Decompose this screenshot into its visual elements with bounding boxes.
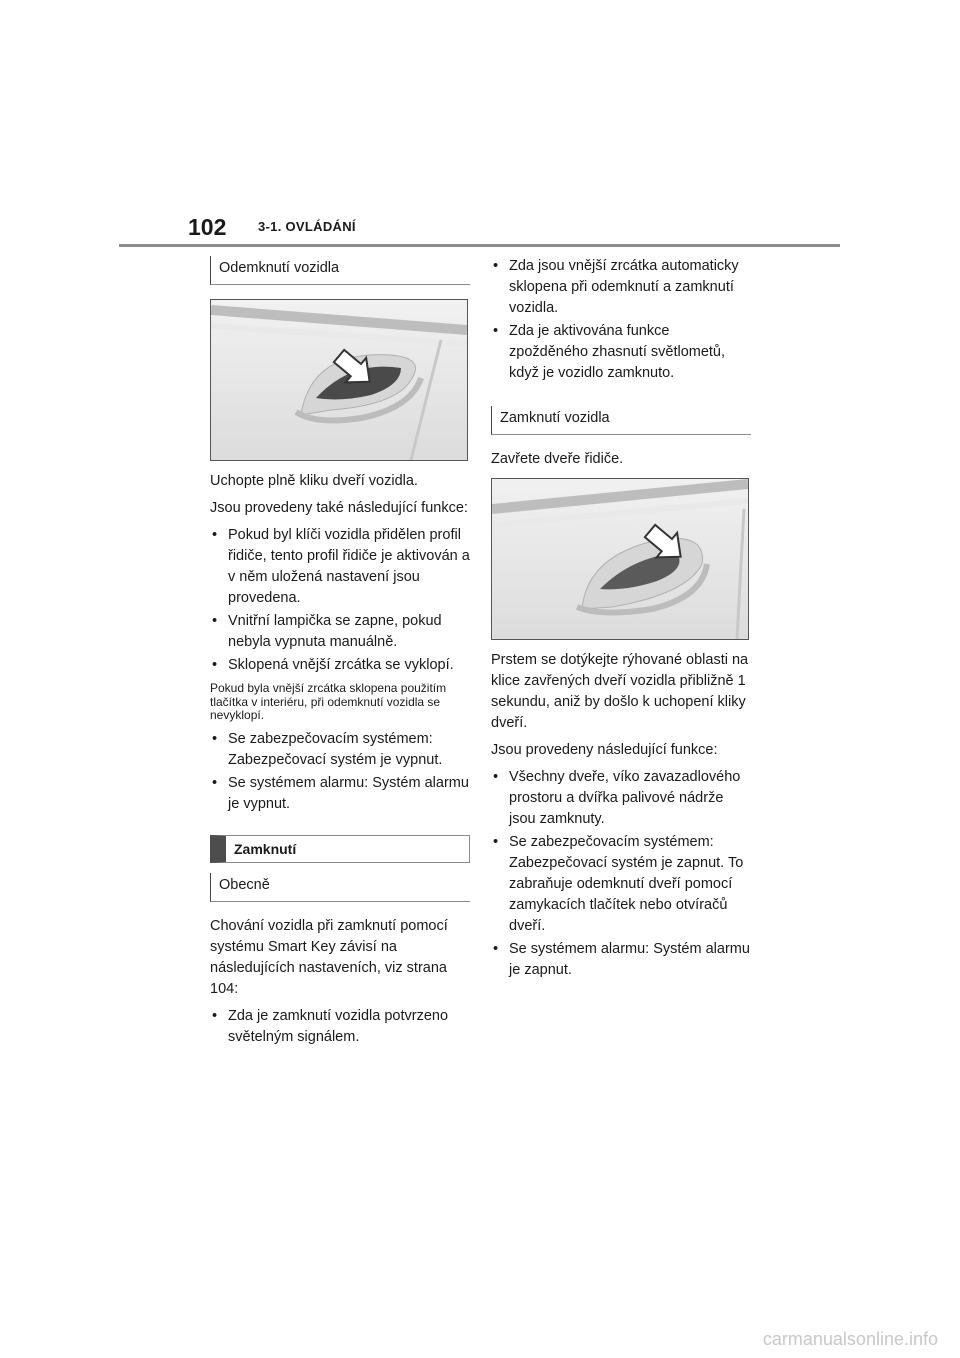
list-item: • Sklopená vnější zrcátka se vyklopí.: [210, 655, 470, 676]
list-item: • Zda je zamknutí vozidla potvrzeno světelným signálem.: [210, 1006, 470, 1048]
paragraph-grip-handle: Uchopte plně kliku dveří vozidla.: [210, 473, 418, 489]
list-item: • Se systémem alarmu: Systém alarmu je zapnut.: [491, 939, 751, 981]
list-item: • Pokud byl klíči vozidla přidělen profil řidiče, tento profil řidiče je aktivován a v něm uložená nastavení jsou provedena.: [210, 525, 470, 609]
paragraph-locking-behavior: Chování vozidla při zamknutí pomocí systému Smart Key závisí na následujících nastaveních, viz strana 104:: [210, 917, 448, 997]
list-item: • Vnitřní lampička se zapne, pokud nebyla vypnuta manuálně.: [210, 611, 470, 653]
page-number: 102: [188, 214, 227, 240]
paragraph-additional-functions: Jsou provedeny také následující funkce:: [210, 500, 468, 516]
paragraph-performed-functions: Jsou provedeny následující funkce:: [491, 742, 718, 758]
lock-settings-list: [210, 1006, 470, 1048]
paragraph-close-door: Zavřete dveře řidiče.: [491, 451, 624, 467]
note-mirror-fold: Pokud byla vnější zrcátka sklopena použitím tlačítka v interiéru, při odemknutí vozidla se nevyklopí.: [210, 681, 447, 722]
left-column: [210, 256, 470, 1054]
lock-functions-list: [491, 767, 751, 981]
chapter-title: 3-1. OVLÁDÁNÍ: [258, 219, 356, 234]
list-item: • Všechny dveře, víko zavazadlového prostoru a dvířka palivové nádrže jsou zamknuty.: [491, 767, 751, 830]
list-item: • Zda je aktivována funkce zpožděného zhasnutí světlometů, když je vozidlo zamknuto.: [491, 321, 751, 384]
watermark: carmanualsonline.info: [762, 1329, 938, 1349]
door-handle-grip-illustration: [210, 299, 468, 461]
door-handle-touch-illustration: [491, 478, 749, 640]
lock-settings-list-continued: [491, 256, 751, 384]
list-item: • Se zabezpečovacím systémem: Zabezpečovací systém je zapnut. To zabraňuje odemknutí dveří pomocí zamykacích tlačítek nebo otvíračů dveří.: [491, 832, 751, 937]
right-column: [491, 256, 751, 987]
header-rule: [119, 244, 840, 247]
subhead-lock-vehicle: Zamknutí vozidla: [491, 406, 751, 435]
list-item: • Se zabezpečovacím systémem: Zabezpečovací systém je vypnut.: [210, 729, 470, 771]
security-system-list: [210, 729, 470, 815]
unlock-functions-list: [210, 525, 470, 676]
subhead-unlock-vehicle: Odemknutí vozidla: [210, 256, 470, 285]
subhead-general: Obecně: [210, 873, 470, 902]
list-item: • Se systémem alarmu: Systém alarmu je vypnut.: [210, 773, 470, 815]
paragraph-touch-grooved-area: Prstem se dotýkejte rýhované oblasti na klice zavřených dveří vozidla přibližně 1 sekundu, aniž by došlo k uchopení kliky dveří.: [491, 652, 749, 731]
section-heading-lock: Zamknutí: [210, 835, 470, 863]
list-item: • Zda jsou vnější zrcátka automaticky sklopena při odemknutí a zamknutí vozidla.: [491, 256, 751, 319]
